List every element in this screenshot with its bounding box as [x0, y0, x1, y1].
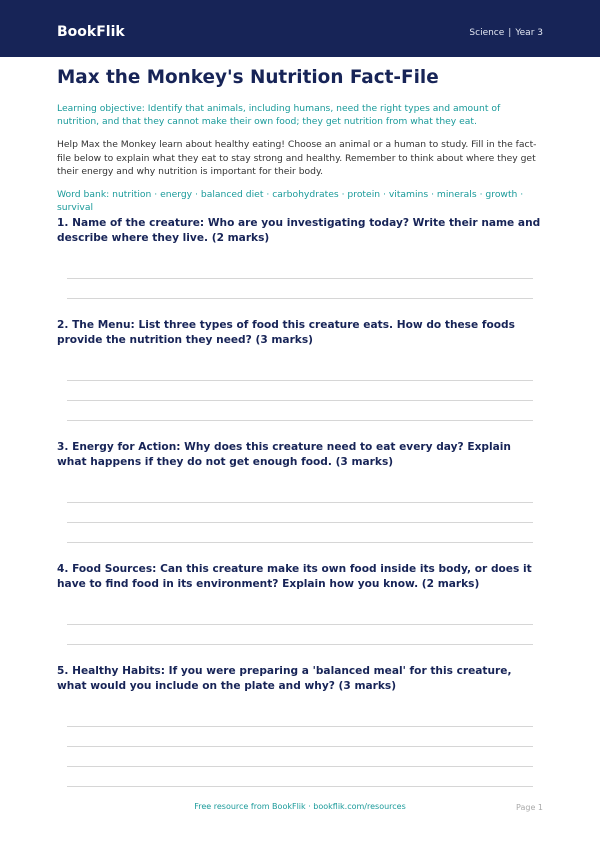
header-meta — [469, 27, 543, 39]
answer-line[interactable] — [67, 766, 533, 767]
answer-line[interactable] — [67, 278, 533, 279]
question-block-5 — [57, 664, 543, 694]
year-label: Year 3 — [515, 28, 543, 38]
page-number: Page 1 — [516, 803, 543, 812]
question-1-text: 1. Name of the creature: Who are you investigating today? Write their name and describe where they live. (2 marks) — [57, 217, 541, 244]
answer-line[interactable] — [67, 298, 533, 299]
answer-line[interactable] — [67, 746, 533, 747]
question-5-text: 5. Healthy Habits: If you were preparing a 'balanced meal' for this creature, what would you include on the plate and why? (3 marks) — [57, 665, 512, 692]
answer-line[interactable] — [67, 786, 533, 787]
answer-line[interactable] — [67, 380, 533, 381]
footer-resource-link[interactable]: Free resource from BookFlik · bookflik.com/resources — [194, 802, 406, 811]
intro-paragraph: Help Max the Monkey learn about healthy eating! Choose an animal or a human to study. Fill in the fact-file below to explain what they eat to stay strong and healthy. Remember to think about where they get their energy and why nutrition is important for their body. — [57, 139, 537, 177]
question-block-1 — [57, 216, 543, 246]
worksheet-content — [57, 66, 543, 692]
question-4-text: 4. Food Sources: Can this creature make its own food inside its body, or does it have to find food in its environment? Explain how you know. (2 marks) — [57, 563, 532, 590]
answer-line[interactable] — [67, 542, 533, 543]
answer-line[interactable] — [67, 726, 533, 727]
header-separator: | — [508, 28, 512, 38]
header-bar — [0, 0, 600, 57]
answer-line[interactable] — [67, 420, 533, 421]
answer-line[interactable] — [67, 502, 533, 503]
question-block-3 — [57, 440, 543, 470]
question-2-text: 2. The Menu: List three types of food this creature eats. How do these foods provide the nutrition they need? (3 marks) — [57, 319, 515, 346]
answer-line[interactable] — [67, 522, 533, 523]
brand-logo[interactable]: BookFlik — [57, 24, 125, 40]
learning-objective: Learning objective: Identify that animals, including humans, need the right types and amount of nutrition, and that they cannot make their own food; they get nutrition from what they eat. — [57, 103, 501, 128]
question-3-text: 3. Energy for Action: Why does this creature need to eat every day? Explain what happens if they do not get enough food. (3 marks) — [57, 441, 511, 468]
word-bank: Word bank: nutrition · energy · balanced diet · carbohydrates · protein · vitamins · minerals · growth · survival — [57, 189, 524, 214]
subject-label: Science — [469, 28, 505, 38]
answer-line[interactable] — [67, 624, 533, 625]
answer-line[interactable] — [67, 644, 533, 645]
question-block-4 — [57, 562, 543, 592]
answer-line[interactable] — [67, 400, 533, 401]
question-block-2 — [57, 318, 543, 348]
page-title: Max the Monkey's Nutrition Fact-File — [57, 67, 439, 88]
